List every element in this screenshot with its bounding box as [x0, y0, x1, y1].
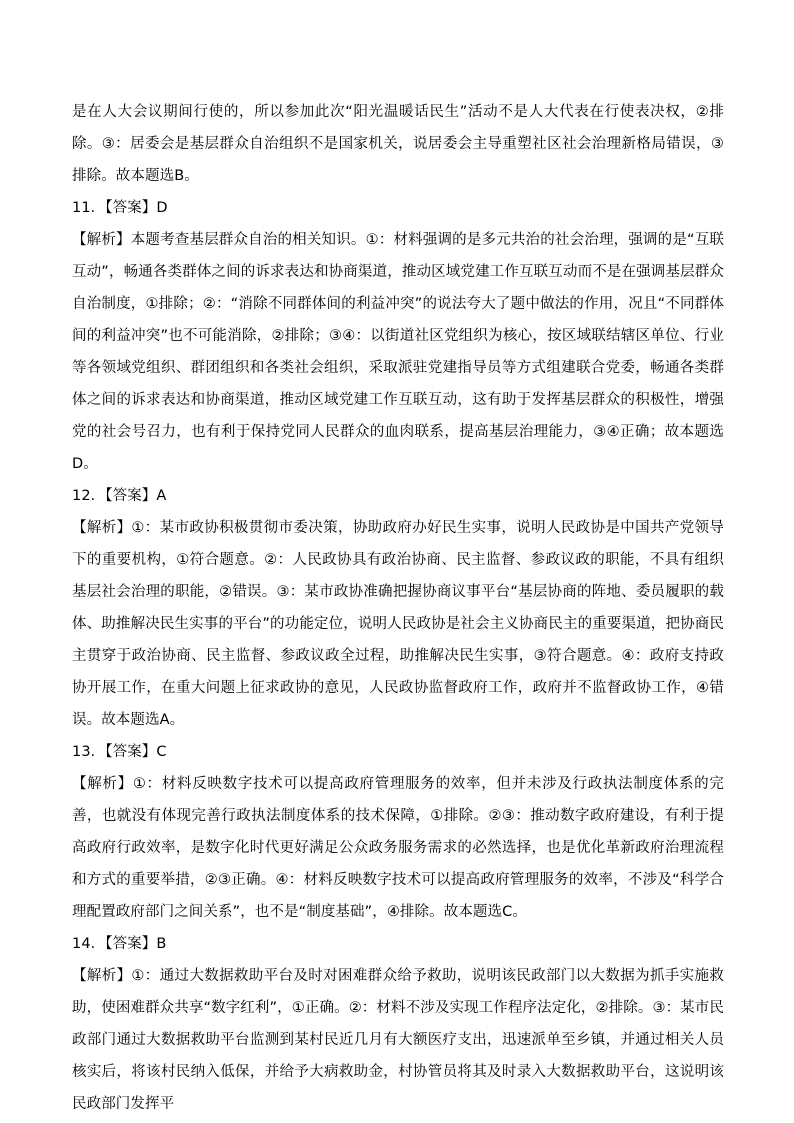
document-page [72, 96, 724, 1120]
paragraph-q10-continued: 是在人大会议期间行使的，所以参加此次“阳光温暖话民生”活动不是人大代表在行使表决权，②排除。③：居委会是基层群众自治组织不是国家机关，说居委会主导重塑社区社会治理新格局错误，③排除。故本题选B。 [72, 104, 724, 184]
answer-heading-q14: 14．【答案】B [72, 936, 167, 952]
answer-heading-q11: 11．【答案】D [72, 200, 168, 216]
answer-heading-q12: 12．【答案】A [72, 488, 167, 504]
analysis-q14: 【解析】①：通过大数据救助平台及时对困难群众给予救助，说明该民政部门以大数据为抓手实施救助，使困难群众共享“数字红利”，①正确。②：材料不涉及实现工作程序法定化，②排除。③：某市民政部门通过大数据救助平台监测到某村民近几月有大额医疗支出，迅速派单至乡镇，并通过相关人员核实后，将该村民纳入低保，并给予大病救助金，村协管员将其及时录入大数据救助平台，这说明该民政部门发挥平 [72, 968, 724, 1112]
analysis-q12: 【解析】①：某市政协积极贯彻市委决策，协助政府办好民生实事，说明人民政协是中国共产党领导下的重要机构，①符合题意。②：人民政协具有政治协商、民主监督、参政议政的职能，不具有组织基层社会治理的职能，②错误。③：某市政协准确把握协商议事平台“基层协商的阵地、委员履职的载体、助推解决民生实事的平台”的功能定位，说明人民政协是社会主义协商民主的重要渠道，把协商民主贯穿于政治协商、民主监督、参政议政全过程，助推解决民生实事，③符合题意。④：政府支持政协开展工作，在重大问题上征求政协的意见，人民政协监督政府工作，政府并不监督政协工作，④错误。故本题选A。 [72, 520, 724, 728]
analysis-q13: 【解析】①：材料反映数字技术可以提高政府管理服务的效率，但并未涉及行政执法制度体系的完善，也就没有体现完善行政执法制度体系的技术保障，①排除。②③：推动数字政府建设，有利于提高政府行政效率，是数字化时代更好满足公众政务服务需求的必然选择，也是优化革新政府治理流程和方式的重要举措，②③正确。④：材料反映数字技术可以提高政府管理服务的效率，不涉及“科学合理配置政府部门之间关系”，也不是“制度基础”，④排除。故本题选C。 [72, 776, 724, 920]
analysis-q11: 【解析】本题考查基层群众自治的相关知识。①：材料强调的是多元共治的社会治理，强调的是“互联互动”，畅通各类群体之间的诉求表达和协商渠道，推动区域党建工作互联互动而不是在强调基层群众自治制度，①排除；②：“消除不同群体间的利益冲突”的说法夸大了题中做法的作用，况且“不同群体间的利益冲突”也不可能消除，②排除；③④：以街道社区党组织为核心，按区域联结辖区单位、行业等各领域党组织、群团组织和各类社会组织，采取派驻党建指导员等方式组建联合党委，畅通各类群体之间的诉求表达和协商渠道，推动区域党建工作互联互动，这有助于发挥基层群众的积极性，增强党的社会号召力，也有利于保持党同人民群众的血肉联系，提高基层治理能力，③④正确；故本题选D。 [72, 232, 724, 472]
answer-heading-q13: 13．【答案】C [72, 744, 167, 760]
